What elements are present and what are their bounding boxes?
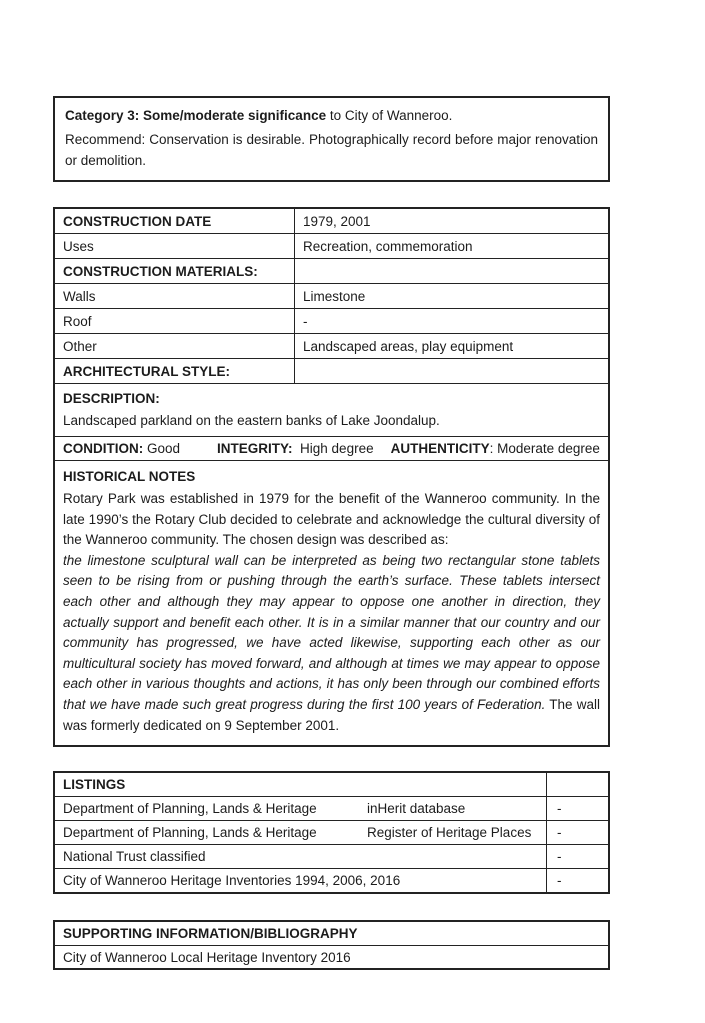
- description-text: Landscaped parkland on the eastern banks of Lake Joondalup.: [63, 413, 440, 428]
- construction-date-label: CONSTRUCTION DATE: [63, 213, 212, 229]
- row-roof: [55, 308, 608, 333]
- listing-main-cell: [55, 845, 546, 868]
- page-content: [53, 96, 610, 970]
- roof-label: Roof: [63, 313, 92, 329]
- architectural-style-label: ARCHITECTURAL STYLE:: [63, 363, 230, 379]
- row-architectural-style: [55, 358, 608, 383]
- other-label: Other: [63, 338, 97, 354]
- integrity-label: INTEGRITY:: [217, 441, 293, 456]
- category-recommendation: Recommend: Conservation is desirable. Photographically record before major renovation or demolition.: [65, 132, 598, 168]
- listing-row-inherit: [55, 796, 608, 820]
- condition-value: Good: [143, 441, 181, 456]
- row-uses: [55, 233, 608, 258]
- walls-label: Walls: [63, 288, 96, 304]
- listing-status: -: [546, 869, 608, 892]
- listing-detail: Register of Heritage Places: [367, 825, 532, 841]
- row-historical-notes: [55, 460, 608, 745]
- listing-org: Department of Planning, Lands & Heritage: [63, 825, 317, 841]
- listing-status: -: [546, 797, 608, 820]
- historical-notes-heading: HISTORICAL NOTES: [63, 469, 196, 484]
- listing-main-cell: [55, 869, 546, 892]
- historical-notes-quote: the limestone sculptural wall can be interpreted as being two rectangular stone tablets seen to be rising from or pushing through the earth’s surface. These tablets intersect each other and although they may appear to oppose one another in direction, they actually support and benefit each other. It is in a similar manner that our country and our community has progressed, we have acted likewise, supporting each other as our multicultural society has moved forward, and although at times we may appear to oppose each other in various thoughts and actions, it has only been through our combined efforts that we have made such great progress during the first 100 years of Federation.: [63, 552, 600, 712]
- uses-label: Uses: [63, 238, 94, 254]
- supporting-header: SUPPORTING INFORMATION/BIBLIOGRAPHY: [63, 926, 358, 942]
- category-significance-box: [53, 96, 610, 182]
- architectural-style-value: [294, 359, 608, 383]
- walls-value: Limestone: [294, 284, 608, 308]
- historical-notes-para2: [63, 551, 600, 736]
- supporting-row: City of Wanneroo Local Heritage Inventory 2016: [55, 945, 608, 968]
- listings-header-row: [55, 773, 608, 796]
- listings-header-status: [546, 773, 608, 796]
- other-value: Landscaped areas, play equipment: [294, 334, 608, 358]
- listing-main-cell: [55, 821, 546, 844]
- listing-main-cell: [55, 797, 546, 820]
- category-title-rest: to City of Wanneroo.: [326, 108, 453, 123]
- uses-value: Recreation, commemoration: [294, 234, 608, 258]
- listings-header: LISTINGS: [63, 777, 126, 793]
- historical-notes-dedication: The wall was formerly dedicated on 9 September 2001.: [63, 696, 600, 733]
- details-table: [53, 207, 610, 747]
- listing-org: National Trust classified: [63, 849, 206, 865]
- description-label: DESCRIPTION:: [63, 391, 160, 406]
- row-condition-integrity-authenticity: [55, 436, 608, 460]
- condition-group: [63, 441, 180, 456]
- authenticity-label: AUTHENTICITY: [390, 441, 490, 456]
- construction-date-value: 1979, 2001: [294, 209, 608, 233]
- construction-materials-value: [294, 259, 608, 283]
- listing-row-register: [55, 820, 608, 844]
- row-walls: [55, 283, 608, 308]
- integrity-group: [217, 441, 374, 456]
- listing-status: -: [546, 845, 608, 868]
- listing-org: City of Wanneroo Heritage Inventories 1994, 2006, 2016: [63, 873, 401, 889]
- listing-row-heritage-inventories: [55, 868, 608, 892]
- listing-org: Department of Planning, Lands & Heritage: [63, 801, 317, 817]
- category-title-bold: Category 3: Some/moderate significance: [65, 108, 327, 123]
- category-title-line: [65, 105, 598, 126]
- construction-materials-label: CONSTRUCTION MATERIALS:: [63, 263, 258, 279]
- roof-value: -: [294, 309, 608, 333]
- integrity-value: High degree: [292, 441, 374, 456]
- row-description: [55, 383, 608, 436]
- authenticity-value: : Moderate degree: [489, 441, 600, 456]
- row-construction-materials: [55, 258, 608, 283]
- row-construction-date: [55, 209, 608, 233]
- listing-detail: inHerit database: [367, 801, 466, 817]
- supporting-information-table: [53, 920, 610, 970]
- authenticity-group: [391, 441, 600, 456]
- listing-row-national-trust: [55, 844, 608, 868]
- listings-table: [53, 771, 610, 894]
- row-other: [55, 333, 608, 358]
- listing-status: -: [546, 821, 608, 844]
- condition-label: CONDITION:: [63, 441, 144, 456]
- historical-notes-para1: Rotary Park was established in 1979 for the benefit of the Wanneroo community. In the late 1990’s the Rotary Club decided to celebrate and acknowledge the cultural diversity of the Wanneroo community. The chosen design was described as:: [63, 491, 600, 548]
